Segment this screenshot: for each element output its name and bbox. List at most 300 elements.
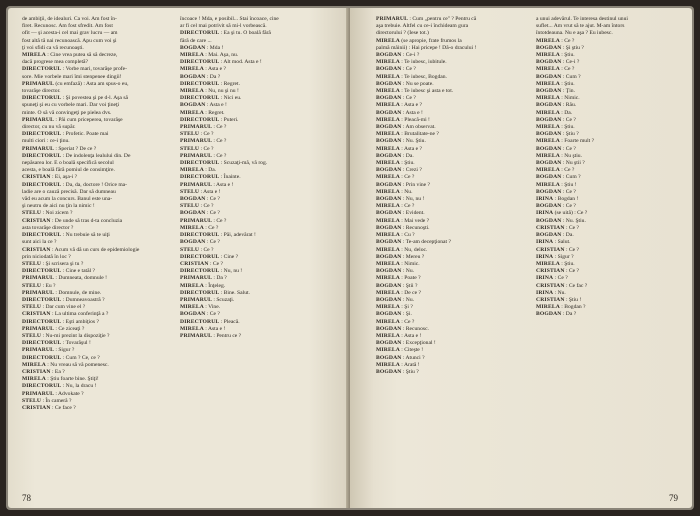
speaker-name: MIRELA [376,174,400,181]
text-line: CRISTIAN : De unde să tras d-ta concluzia [22,217,123,224]
speaker-name: BOGDAN [376,66,402,73]
speaker-name: PRIMARUL [22,289,54,296]
speaker-name: DIRECTORUL [22,268,62,275]
text-line: DIRECTORUL : Puteri. [180,116,239,123]
speaker-name: BOGDAN [536,217,562,224]
speaker-name: BOGDAN [180,44,206,51]
text-line: MIRELA (se apropie, frate frumos la [376,37,462,44]
text-line: STELU : Nu-mi prezint la dispoziţie ? [22,332,110,339]
text-line: BOGDAN : Nu, nu ! [376,196,425,203]
text-line: PRIMARUL : Ce ? [180,124,227,131]
text-line: MIRELA : Asta e ? [180,66,226,73]
speaker-name: BOGDAN [180,311,206,318]
text-line: MIRELA : Nu, nu şi nu ! [180,88,239,95]
text-line: MIRELA : Foarte mult ? [536,138,595,145]
speaker-name: BOGDAN [376,282,402,289]
text-line: BOGDAN : Şi. [376,311,412,318]
speaker-name: STELU [22,304,42,311]
speaker-name: STELU [22,260,42,267]
speaker-name: BOGDAN [376,368,402,375]
text-line: MIRELA : Brutalitate-ne ? [376,131,439,138]
text-line: DIRECTORUL : Regret. [180,80,240,87]
text-line: BOGDAN : Prin vine ? [376,181,431,188]
speaker-name: STELU [180,131,200,138]
text-line: ladie are o cauză precisă. Dar să dumneau [22,188,116,195]
text-line: STELU : Şi scrisera şi tu ? [22,260,84,267]
text-line: CRISTIAN : Ştiu ! [536,296,582,303]
speaker-name: BOGDAN [536,88,562,95]
text-line: STELU : Ce ? [180,131,214,138]
text-line: palmă mâinii) : Hai pricepe ! Dă-o dracului ! [376,44,477,51]
speaker-name: IRINA [536,210,554,217]
speaker-name: DIRECTORUL [22,318,62,325]
text-line: acesta, e boală fără pomiul de consimţire. [22,167,115,174]
speaker-name: DIRECTORUL [180,95,220,102]
text-line: a unui adevărul. Te interesa destinul unui [536,16,628,22]
speaker-name: MIRELA [376,73,400,80]
speaker-name: DIRECTORUL [22,296,62,303]
text-line: multi ciori : ce-i ţinu. [22,138,70,145]
text-line: BOGDAN : Ce ? [180,239,220,246]
text-line: suflet... Am vrut să te ajut. M-am întors [536,23,625,30]
speaker-name: PRIMARUL [22,390,54,397]
text-line: de ambiţii, de idealuri. Ca voi. Am fost în- [22,16,117,22]
text-line: întotdeauna. Nu e aşa ? Eu iubesc. [536,30,613,37]
speaker-name: STELU [180,203,200,210]
text-line: CRISTIAN : Ce fac ? [536,282,588,289]
speaker-name: BOGDAN [376,224,402,231]
speaker-name: BOGDAN [376,167,402,174]
text-line: BOGDAN : Ce-i ? [376,52,420,59]
speaker-name: CRISTIAN [22,217,51,224]
speaker-name: MIRELA [376,88,400,95]
text-line: DIRECTORUL : Cum ? Ce, ce ? [22,354,100,361]
text-line: MIRELA : Ce ? [376,174,415,181]
speaker-name: DIRECTORUL [180,268,220,275]
speaker-name: BOGDAN [180,196,206,203]
text-line: fără de care ... [180,37,212,44]
text-line: STELU : Ce ? [180,145,214,152]
speaker-name: DIRECTORUL [22,354,62,361]
speaker-name: CRISTIAN [22,174,51,181]
speaker-name: BOGDAN [536,311,562,318]
text-line: CRISTIAN : Acum vă dă un curs de epidemiologie [22,246,140,253]
text-line: DIRECTORUL : Nu trebuie să te uiţi [22,232,110,239]
speaker-name: DIRECTORUL [180,160,220,167]
text-line: MIRELA : Ştiu. [536,260,575,267]
speaker-name: MIRELA [376,37,400,44]
speaker-name: DIRECTORUL [22,232,62,239]
text-line: CRISTIAN : Ce ? [536,224,580,231]
speaker-name: MIRELA [180,224,204,231]
speaker-name: IRINA [536,275,554,282]
text-line: MIRELA : Arată ! [376,361,420,368]
speaker-name: MIRELA [536,109,560,116]
speaker-name: CRISTIAN [536,296,565,303]
speaker-name: MIRELA [536,52,560,59]
text-line: IRINA : Sigur ? [536,253,574,260]
text-line: MIRELA : Ştiu ! [536,181,577,188]
text-line: CRISTIAN : Ce ? [180,260,224,267]
speaker-name: BOGDAN [376,253,402,260]
text-line: MIRELA : Citeşte ! [376,347,424,354]
text-line: BOGDAN : Crezi ? [376,167,422,174]
text-line: MIRELA : Ştiu foarte bine. Ştiţi! [22,376,99,383]
speaker-name: MIRELA [376,102,400,109]
speaker-name: MIRELA [536,167,560,174]
speaker-name: BOGDAN [376,296,402,303]
speaker-name: DIRECTORUL [22,181,62,188]
speaker-name: BOGDAN [536,102,562,109]
text-line: BOGDAN : Da ? [180,73,221,80]
text-line: DIRECTORUL : Scuzaţi-mă, vă rog. [180,160,268,167]
speaker-name: DIRECTORUL [22,383,62,390]
text-line: BOGDAN : Da. [536,232,574,239]
text-line: DIRECTORUL : Cine e tatăl ? [22,268,96,275]
speaker-name: MIRELA [376,260,400,267]
speaker-name: IRINA [536,289,554,296]
text-line: MIRELA : Mai. Aşa, nu. [180,52,239,59]
text-line: MIRELA : Cine vrea putea să să decreze, [22,52,118,59]
speaker-name: MIRELA [376,361,400,368]
speaker-name: BOGDAN [180,102,206,109]
text-line: DIRECTORUL : Eşti ambiţios ? [22,318,99,325]
speaker-name: MIRELA [180,282,204,289]
speaker-name: BOGDAN [376,354,402,361]
text-line: DIRECTORUL : Cine ? [180,253,239,260]
text-line: BOGDAN : Ţin. [536,88,575,95]
text-line: văd eu acum la concurs. Banul este una- [22,196,113,203]
speaker-name: BOGDAN [376,239,402,246]
text-line: PRIMARUL : Pentru ce ? [180,332,242,339]
speaker-name: CRISTIAN [536,282,565,289]
text-line: directorului ? (Iese tot.) [376,30,429,37]
speaker-name: BOGDAN [536,131,562,138]
text-line: MIRELA : Nu, deloc. [376,246,428,253]
speaker-name: MIRELA [180,88,204,95]
text-line: BOGDAN : Da. [376,152,414,159]
text-line: BOGDAN : Recunosc. [376,325,429,332]
text-line: BOGDAN : Nu. [376,268,415,275]
speaker-name: BOGDAN [376,181,402,188]
text-line: MIRELA : Cu ? [376,232,415,239]
text-line: MIRELA : De ce ? [376,289,422,296]
speaker-name: IRINA [536,239,554,246]
speaker-name: PRIMARUL [180,152,212,159]
left-page-column-2 [180,16,330,488]
text-line: MIRELA : Te iubesc şi asta e tot. [376,88,454,95]
speaker-name: MIRELA [536,152,560,159]
speaker-name: CRISTIAN [536,224,565,231]
speaker-name: BOGDAN [376,340,402,347]
speaker-name: BOGDAN [376,124,402,131]
text-line: DIRECTORUL : Pleacă. [180,318,240,325]
text-line: BOGDAN : Nu. [376,296,415,303]
text-line: PRIMARUL : Domnule, de mine. [22,289,102,296]
speaker-name: BOGDAN [536,160,562,167]
text-line: sunt aici la ce ? [22,239,57,246]
text-line: MIRELA : Asta e ? [376,145,422,152]
speaker-name: STELU [22,397,42,404]
speaker-name: BOGDAN [180,73,206,80]
text-line: STELU : Eu ? [22,282,56,289]
text-line: BOGDAN : Cum ? [536,73,581,80]
text-line: PRIMARUL : Da ? [180,275,227,282]
text-line: firet. Recunosc. Am fost sfredit. Am fost [22,23,113,30]
speaker-name: MIRELA [22,52,46,59]
text-line: director, cu nu vă supăr. [22,124,76,131]
speaker-name: CRISTIAN [22,368,51,375]
speaker-name: DIRECTORUL [22,131,62,138]
speaker-name: STELU [22,210,42,217]
text-line: prin niciodată în loc ? [22,253,71,260]
text-line: MIRELA : Ce ? [536,167,575,174]
speaker-name: MIRELA [536,95,560,102]
text-line: tovarăşe director. [22,88,61,95]
text-line: MIRELA : Asta e ! [180,325,226,332]
speaker-name: MIRELA [180,304,204,311]
speaker-name: MIRELA [376,59,400,66]
left-page-number: 78 [22,493,31,503]
text-line: DIRECTORUL : Tovarăşul ! [22,340,91,347]
text-line: CRISTIAN : Ce ? [536,246,580,253]
text-line: BOGDAN : Ce ? [536,188,576,195]
text-line: dacă progrese mea completă? [22,59,88,66]
speaker-name: MIRELA [376,347,400,354]
speaker-name: BOGDAN [536,203,562,210]
text-line: MIRELA : Mai vede ? [376,217,430,224]
speaker-name: CRISTIAN [536,268,565,275]
text-line: BOGDAN : Am observat. [376,124,436,131]
speaker-name: MIRELA [376,203,400,210]
text-line: DIRECTORUL : Şi povestea şi pe d-l. Aşa să [22,95,128,102]
text-line: BOGDAN : Ce ? [180,196,220,203]
speaker-name: PRIMARUL [22,145,54,152]
text-line: BOGDAN : Mda ! [180,44,224,51]
speaker-name: PRIMARUL [180,138,212,145]
speaker-name: DIRECTORUL [180,174,220,181]
speaker-name: BOGDAN [536,116,562,123]
speaker-name: STELU [22,282,42,289]
text-line: BOGDAN : Ce ? [180,210,220,217]
text-line: PRIMARUL : Cum „pentru ce" ? Pentru că [376,16,477,22]
speaker-name: PRIMARUL [180,332,212,339]
text-line: STELU : Ce ? [180,203,214,210]
speaker-name: BOGDAN [180,210,206,217]
text-line: PRIMARUL : Ce ? [180,217,227,224]
text-line: MIRELA : Da. [180,167,217,174]
speaker-name: BOGDAN [536,145,562,152]
text-line: BOGDAN : Atunci ? [376,354,425,361]
text-line: DIRECTORUL : Bine. Salut. [180,289,250,296]
speaker-name: MIRELA [536,260,560,267]
speaker-name: BOGDAN [536,59,562,66]
speaker-name: DIRECTORUL [22,95,62,102]
text-line: MIRELA : Ştiu. [536,52,575,59]
speaker-name: MIRELA [376,304,400,311]
text-line: IRINA : Bogdan ! [536,196,579,203]
speaker-name: MIRELA [536,124,560,131]
text-line: DIRECTORUL : Nu, la dracu ! [22,383,97,390]
text-line: BOGDAN : Ce-i ? [536,59,580,66]
speaker-name: MIRELA [376,116,400,123]
text-line: MIRELA : Ştiu. [536,80,575,87]
speaker-name: CRISTIAN [22,311,51,318]
text-line: BOGDAN : Nu ştii ? [536,160,585,167]
text-line: PRIMARUL : Păi cum priceperea, tovarăşe [22,116,123,123]
speaker-name: MIRELA [180,52,204,59]
text-line: MIRELA : Nimic. [376,260,420,267]
text-line: nepăsarea lor. E o boală specifică secolul [22,160,114,167]
text-line: BOGDAN : Asta e ! [180,102,227,109]
speaker-name: DIRECTORUL [22,340,62,347]
text-line: PRIMARUL : Sigur ? [22,347,75,354]
text-line: BOGDAN : Ştiu ? [376,368,419,375]
speaker-name: IRINA [536,196,554,203]
speaker-name: MIRELA [22,361,46,368]
speaker-name: MIRELA [536,37,560,44]
text-line: BOGDAN : Ce ? [536,145,576,152]
speaker-name: PRIMARUL [180,217,212,224]
speaker-name: IRINA [536,253,554,260]
text-line: MIRELA : Ce ? [376,318,415,325]
text-line: DIRECTORUL : Da, da, doctore ! Orice ma- [22,181,128,188]
text-line: şi neutru de aici nu ţin la nimic ! [22,203,95,210]
text-line: BOGDAN : Nu. Ştiu. [536,217,586,224]
text-line: minte. O să vă convingeţi pe pielea dvs. [22,109,112,116]
speaker-name: PRIMARUL [22,325,54,332]
text-line: CRISTIAN : Ce face ? [22,404,76,411]
text-line: IRINA (se uită) : Ce ? [536,210,588,217]
text-line: BOGDAN : Nu se poate. [376,80,434,87]
text-line: CRISTIAN : Ea ? [22,368,65,375]
speaker-name: MIRELA [376,188,400,195]
text-line: MIRELA : Regret. [180,109,225,116]
text-line: MIRELA : Vine. [180,304,221,311]
speaker-name: MIRELA [536,304,560,311]
speaker-name: PRIMARUL [180,275,212,282]
speaker-name: MIRELA [376,289,400,296]
text-line: STELU : Ce ? [180,246,214,253]
text-line: PRIMARUL : Ce ? [180,138,227,145]
text-line: BOGDAN : Nu. Ştiu. [376,138,426,145]
left-page [8,8,350,508]
speaker-name: DIRECTORUL [22,66,62,73]
speaker-name: MIRELA [180,167,204,174]
text-line: MIRELA : Asta e ? [376,102,422,109]
text-line: MIRELA : Nu. [376,188,413,195]
text-line: BOGDAN : Te-am decepţionat ? [376,239,451,246]
text-line: MIRELA : Bogdan ? [536,304,586,311]
speaker-name: STELU [180,246,200,253]
text-line: MIRELA : Ce ? [536,66,575,73]
text-line: ofit — şi acesta-i cel mai grav lucru — am [22,30,118,37]
text-line: BOGDAN : Ce ? [376,66,416,73]
text-line: PRIMARUL : Asta e ! [180,181,234,188]
text-line: DIRECTORUL : Ea şi tu. O boală fără [180,30,271,37]
text-line: IRINA : Ce ? [536,275,568,282]
text-line: PRIMARUL : Ce ? [180,152,227,159]
speaker-name: DIRECTORUL [180,30,220,37]
speaker-name: MIRELA [376,246,400,253]
text-line: MIRELA : Ce ? [376,203,415,210]
speaker-name: DIRECTORUL [180,80,220,87]
text-line: MIRELA : Înţeleg. [180,282,226,289]
text-line: încoace ! Mda, e posibil... Stai încoace, cine [180,16,279,22]
speaker-name: BOGDAN [376,109,402,116]
text-line: CRISTIAN : Ei, aşa-i ? [22,174,78,181]
speaker-name: BOGDAN [376,95,402,102]
text-line: BOGDAN : Recunoşti. [376,224,430,231]
speaker-name: PRIMARUL [22,275,54,282]
text-line: MIRELA : Nimic. [536,95,580,102]
text-line: MIRELA : Nu ştiu. [536,152,582,159]
speaker-name: BOGDAN [376,311,402,318]
speaker-name: BOGDAN [536,188,562,195]
text-line: MIRELA : Nu vreau să vă pomenesc. [22,361,109,368]
speaker-name: MIRELA [376,145,400,152]
speaker-name: BOGDAN [180,239,206,246]
speaker-name: DIRECTORUL [180,318,220,325]
text-line: MIRELA : Ce ? [180,224,219,231]
speaker-name: MIRELA [536,66,560,73]
speaker-name: BOGDAN [376,325,402,332]
text-line: ţi voi sfidi ca vă recunoaşti. [22,44,84,51]
speaker-name: MIRELA [180,109,204,116]
speaker-name: MIRELA [536,138,560,145]
text-line: BOGDAN : Ce ? [376,95,416,102]
text-line: STELU : Asta e ! [180,188,221,195]
right-page-column-2 [536,16,678,488]
text-line: MIRELA : Şi ? [376,304,413,311]
text-line: BOGDAN : Ce ? [536,203,576,210]
text-line: DIRECTORUL : Păi, adevărat ! [180,232,256,239]
speaker-name: BOGDAN [536,174,562,181]
speaker-name: MIRELA [180,66,204,73]
text-line: MIRELA : Te iubesc, iubitule. [376,59,447,66]
speaker-name: CRISTIAN [536,246,565,253]
speaker-name: MIRELA [376,232,400,239]
text-line: MIRELA : Asta e ! [376,332,422,339]
speaker-name: PRIMARUL [22,80,54,87]
speaker-name: STELU [22,332,42,339]
text-line: STELU : În cameră ? [22,397,72,404]
speaker-name: DIRECTORUL [180,59,220,66]
speaker-name: BOGDAN [376,196,402,203]
text-line: fost altă tă nai recunoască. Apu cum voi şi [22,37,117,44]
text-line: PRIMARUL : Scuzaţi. [180,296,235,303]
text-line: PRIMARUL : Dumneata, domnule ! [22,275,107,282]
speaker-name: MIRELA [376,332,400,339]
text-line: MIRELA : Pleacă-mi ! [376,116,430,123]
speaker-name: DIRECTORUL [180,253,220,260]
speaker-name: PRIMARUL [180,181,212,188]
speaker-name: CRISTIAN [22,404,51,411]
text-line: PRIMARUL (cu emfază) : Asta am spus-o eu, [22,80,129,87]
speaker-name: PRIMARUL [180,296,212,303]
text-line: ar fi cel mai potrivit să mi-l vorbească. [180,23,267,30]
text-line: DIRECTORUL : Înainte. [180,174,241,181]
text-line: CRISTIAN : La ultima conferinţă a ? [22,311,109,318]
left-page-column-1 [22,16,160,488]
text-line: BOGDAN : Ştiu ? [536,131,579,138]
speaker-name: PRIMARUL [376,16,408,22]
speaker-name: DIRECTORUL [22,152,62,159]
text-line: DIRECTORUL : De indolenţa lealului din. De [22,152,131,159]
speaker-name: STELU [180,188,200,195]
text-line: IRINA : Nu. [536,289,566,296]
speaker-name: MIRELA [22,376,46,383]
